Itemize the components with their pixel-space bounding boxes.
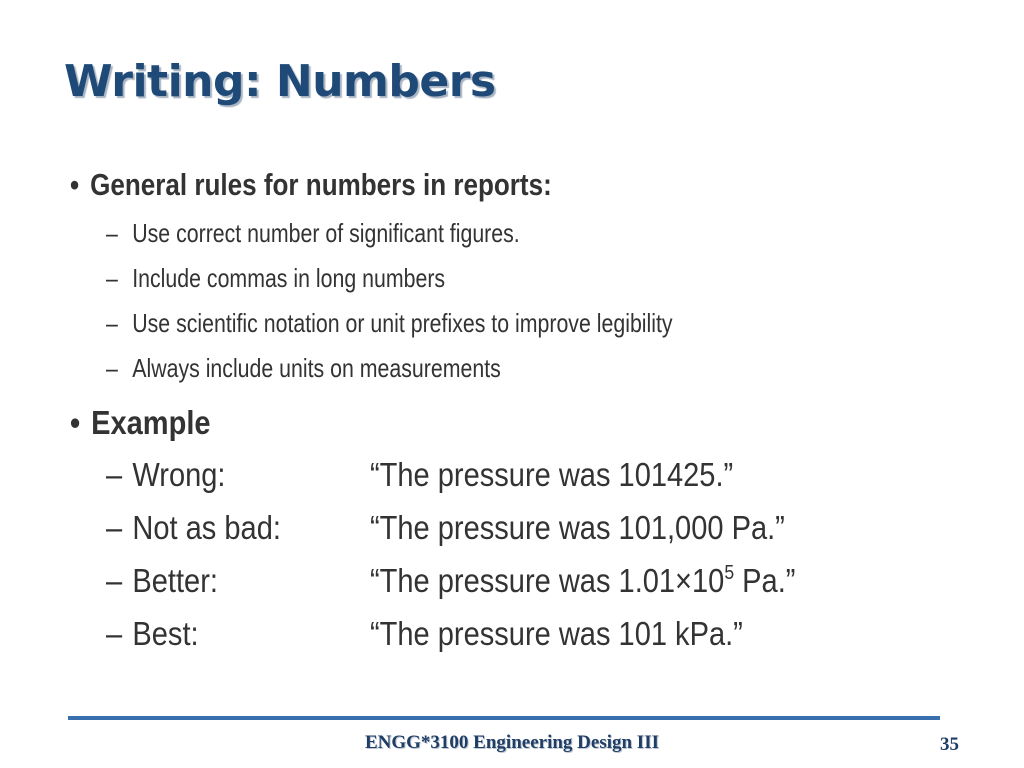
bullet-text: Example: [91, 404, 211, 441]
dash-marker: –: [106, 353, 118, 383]
dash-marker: –: [106, 562, 123, 599]
dash-marker: –: [106, 615, 123, 652]
sub-item-units: [106, 353, 501, 384]
dash-marker: –: [106, 263, 118, 293]
footer-divider: [68, 716, 940, 720]
example-value: “The pressure was 101425.”: [370, 456, 734, 493]
page-number: 35: [940, 734, 959, 755]
bullet-general-rules: [70, 167, 552, 203]
example-best: [106, 615, 743, 653]
example-label: Best:: [132, 615, 199, 652]
bullet-marker: •: [70, 404, 81, 441]
sub-item-text: Always include units on measurements: [132, 353, 501, 383]
dash-marker: –: [106, 308, 118, 338]
sub-item-significant-figures: [106, 218, 520, 249]
sub-item-text: Use scientific notation or unit prefixes to improve legibility: [132, 308, 673, 338]
bullet-text: General rules for numbers in reports:: [90, 167, 552, 202]
example-value-unit: Pa.”: [734, 562, 796, 599]
example-value: [370, 562, 795, 600]
sub-item-text: Use correct number of significant figures.: [132, 218, 520, 248]
dash-marker: –: [106, 456, 123, 493]
dash-marker: –: [106, 218, 118, 248]
dash-marker: –: [106, 509, 123, 546]
example-label: Not as bad:: [132, 509, 281, 546]
footer-course-title: ENGG*3100 Engineering Design III: [364, 732, 659, 753]
bullet-marker: •: [70, 167, 80, 202]
example-value: “The pressure was 101,000 Pa.”: [370, 509, 785, 546]
bullet-example: [70, 404, 211, 442]
example-value: “The pressure was 101 kPa.”: [370, 615, 743, 652]
example-label: Wrong:: [132, 456, 226, 493]
example-not-as-bad: [106, 509, 785, 547]
sub-item-scientific-notation: [106, 308, 673, 339]
example-wrong: [106, 456, 734, 494]
sub-item-commas: [106, 263, 445, 294]
example-label: Better:: [132, 562, 218, 599]
slide-title: Writing: Numbers: [64, 56, 496, 107]
example-value-base: “The pressure was 1.01×10: [370, 562, 725, 599]
sub-item-text: Include commas in long numbers: [132, 263, 446, 293]
exponent: 5: [724, 562, 735, 584]
